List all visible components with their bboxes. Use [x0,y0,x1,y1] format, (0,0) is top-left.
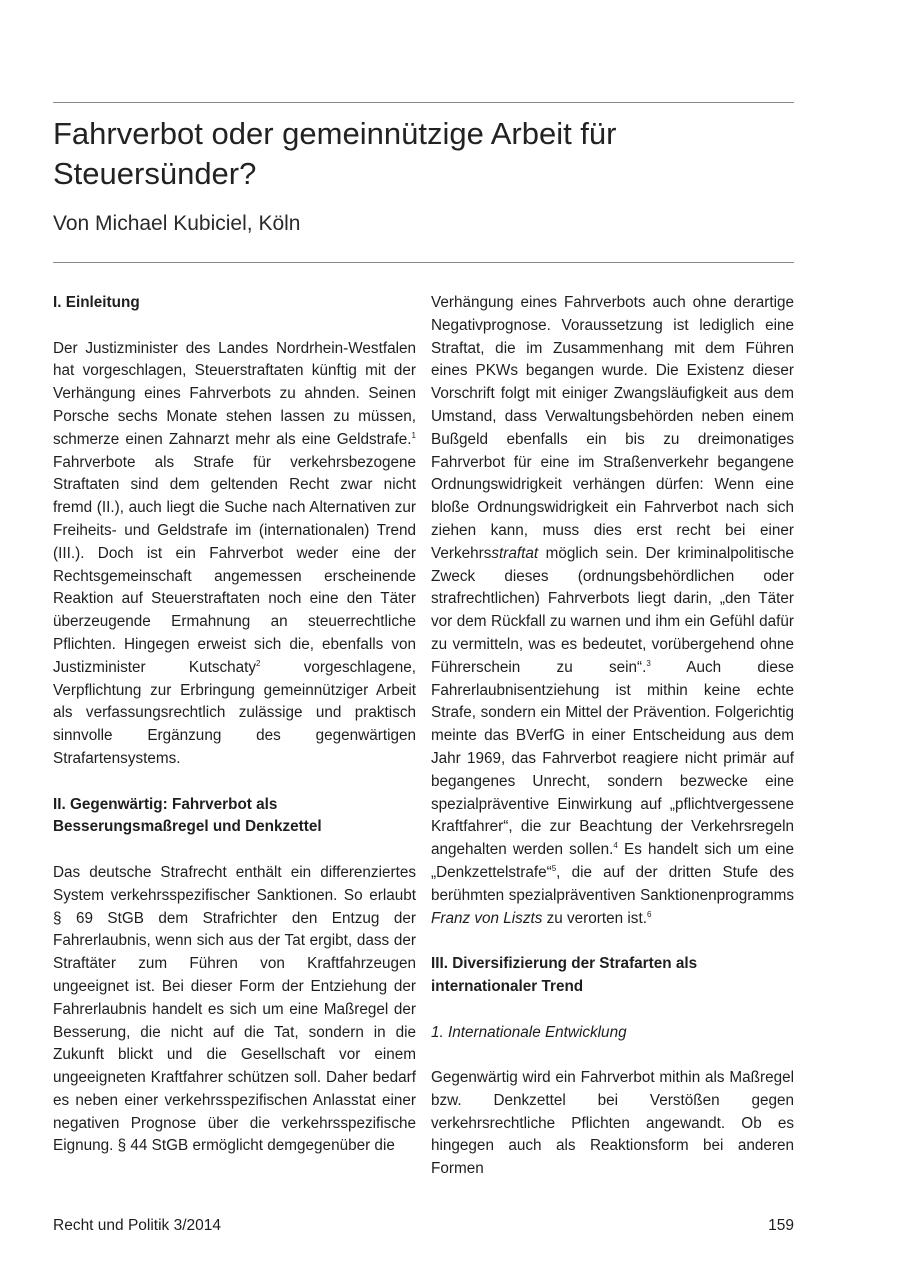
top-rule [53,102,794,103]
header-rule [53,262,794,263]
section-heading-current-law: II. Gegenwärtig: Fahrverbot als Besserungsmaßregel und Denkzettel [53,795,322,836]
footnote-marker-5: 5 [551,863,557,873]
footnote-marker-4: 4 [613,841,618,851]
journal-footer: Recht und Politik 3/2014 [53,1217,222,1234]
left-column [53,292,416,1158]
page-number: 159 [768,1217,794,1234]
current-law-paragraph: Das deutsche Strafrecht enthält ein differenziertes System verkehrsspezifischer Sanktionen. So erlaubt § 69 StGB dem Strafrichter den Entzug der Fahrerlaubnis, wenn sich aus der Tat ergibt, dass der Straftäter zum Führen von Kraftfahrzeugen ungeeignet ist. Bei dieser Form der Entziehung der Fahrerlaubnis handelt es sich um eine Maßregel der Besserung, die nicht auf die Tat, sondern in die Zukunft blickt und die Gesellschaft vor einem ungeeigneten Kraftfahrer schützen soll. Daher bedarf es neben einer verkehrsspezifischen Anlasstat einer negativen Prognose über die verkehrsspezifische Eignung. § 44 StGB ermöglicht demgegenüber die [53,863,416,1155]
footnote-marker-1: 1 [411,430,416,440]
introduction-paragraph: Der Justizminister des Landes Nordrhein-Westfalen hat vorgeschlagen, Steuerstraftaten künftig mit der Verhängung eines Fahrverbots zu ahnden. Seinen Porsche sechs Monate stehen lassen zu müssen, schmerze einen Zahnarzt mehr als eine Geldstrafe.$^1$ Fahrverbote als Strafe für verkehrsbezogene Straftaten sind dem geltenden Recht zwar nicht fremd (II.), auch liegt die Suche nach Alternativen zur Freiheits- und Geldstrafe im (internationalen) Trend (III.). Doch ist ein Fahrverbot weder eine der Rechtsgemeinschaft angemessen erscheinende Reaktion auf Steuerstraftaten noch eine den Täter überzeugende Ermahnung an steuerrechtliche Pflichten. Hingegen erweist sich die, ebenfalls von Justizminister Kutschaty$^2$ vorgeschlagene, Verpflichtung zur Erbringung gemeinnütziger Arbeit als verfassungsrechtlich zulässige und praktisch sinnvolle Ergänzung des gegenwärtigen Strafartensystems. [53,339,416,767]
subsection-heading-international: 1. Internationale Entwicklung [431,1023,627,1041]
international-paragraph: Gegenwärtig wird ein Fahrverbot mithin als Maßregel bzw. Denkzettel bei Verstößen gegen verkehrsrechtliche Pflichten angewandt. Ob es hingegen auch als Reaktionsform bei anderen Formen [431,1069,794,1178]
footnote-marker-2: 2 [256,658,261,668]
footnote-marker-3: 3 [646,658,651,668]
section-heading-diversification: III. Diversifizierung der Strafarten als internationaler Trend [431,955,698,995]
section-heading-introduction: I. Einleitung [53,294,140,311]
right-column [431,292,794,1181]
article-title: Fahrverbot oder gemeinnützige Arbeit für Steuersünder? [53,116,617,191]
driving-ban-paragraph: Verhängung eines Fahrverbots auch ohne derartige Negativprognose. Voraussetzung ist lediglich eine Straftat, die im Zusammenhang mit dem Führen eines PKWs begangen wurde. Die Existenz dieser Vorschrift folgt mit einiger Zwangsläufigkeit aus dem Umstand, dass Verwaltungsbehörden neben einem Bußgeld ebenfalls ein bis zu dreimonatiges Fahrverbot für eine im Straßenverkehr begangene Ordnungswidrigkeit verhängen dürfen: Wenn eine bloße Ordnungswidrigkeit ein Fahrverbot nach sich ziehen kann, muss dies erst recht bei einer Verkehrsstraftat möglich sein. Der kriminalpolitische Zweck dieses (ordnungsbehördlichen oder strafrechtlichen) Fahrverbots liegt darin, „den Täter vor dem Rückfall zu warnen und ihm ein Gefühl dafür zu vermitteln, was es bedeutet, vorübergehend ohne Führerschein zu sein“.$^3$ Auch diese Fahrerlaubnisentziehung ist mithin keine echte Strafe, sondern ein Mittel der Prävention. Folgerichtig meinte das BVerfG in einer Entscheidung aus dem Jahr 1969, das Fahrverbot reagiere nicht primär auf begangenes Unrecht, sondern bezwecke eine spezialpräventive Einwirkung auf „pflichtvergessene Kraftfahrer“, die zur Beachtung der Verkehrsregeln angehalten werden sollen.$^4$ Es handelt sich um eine „Denkzettelstrafe“$^5$, die auf der dritten Stufe des berühmten spezialpräventiven Sanktionenprogramms Franz von Liszts zu verorten ist.$^6$ [431,294,794,927]
article-author: Von Michael Kubiciel, Köln [53,212,301,235]
footnote-marker-6: 6 [646,909,652,919]
